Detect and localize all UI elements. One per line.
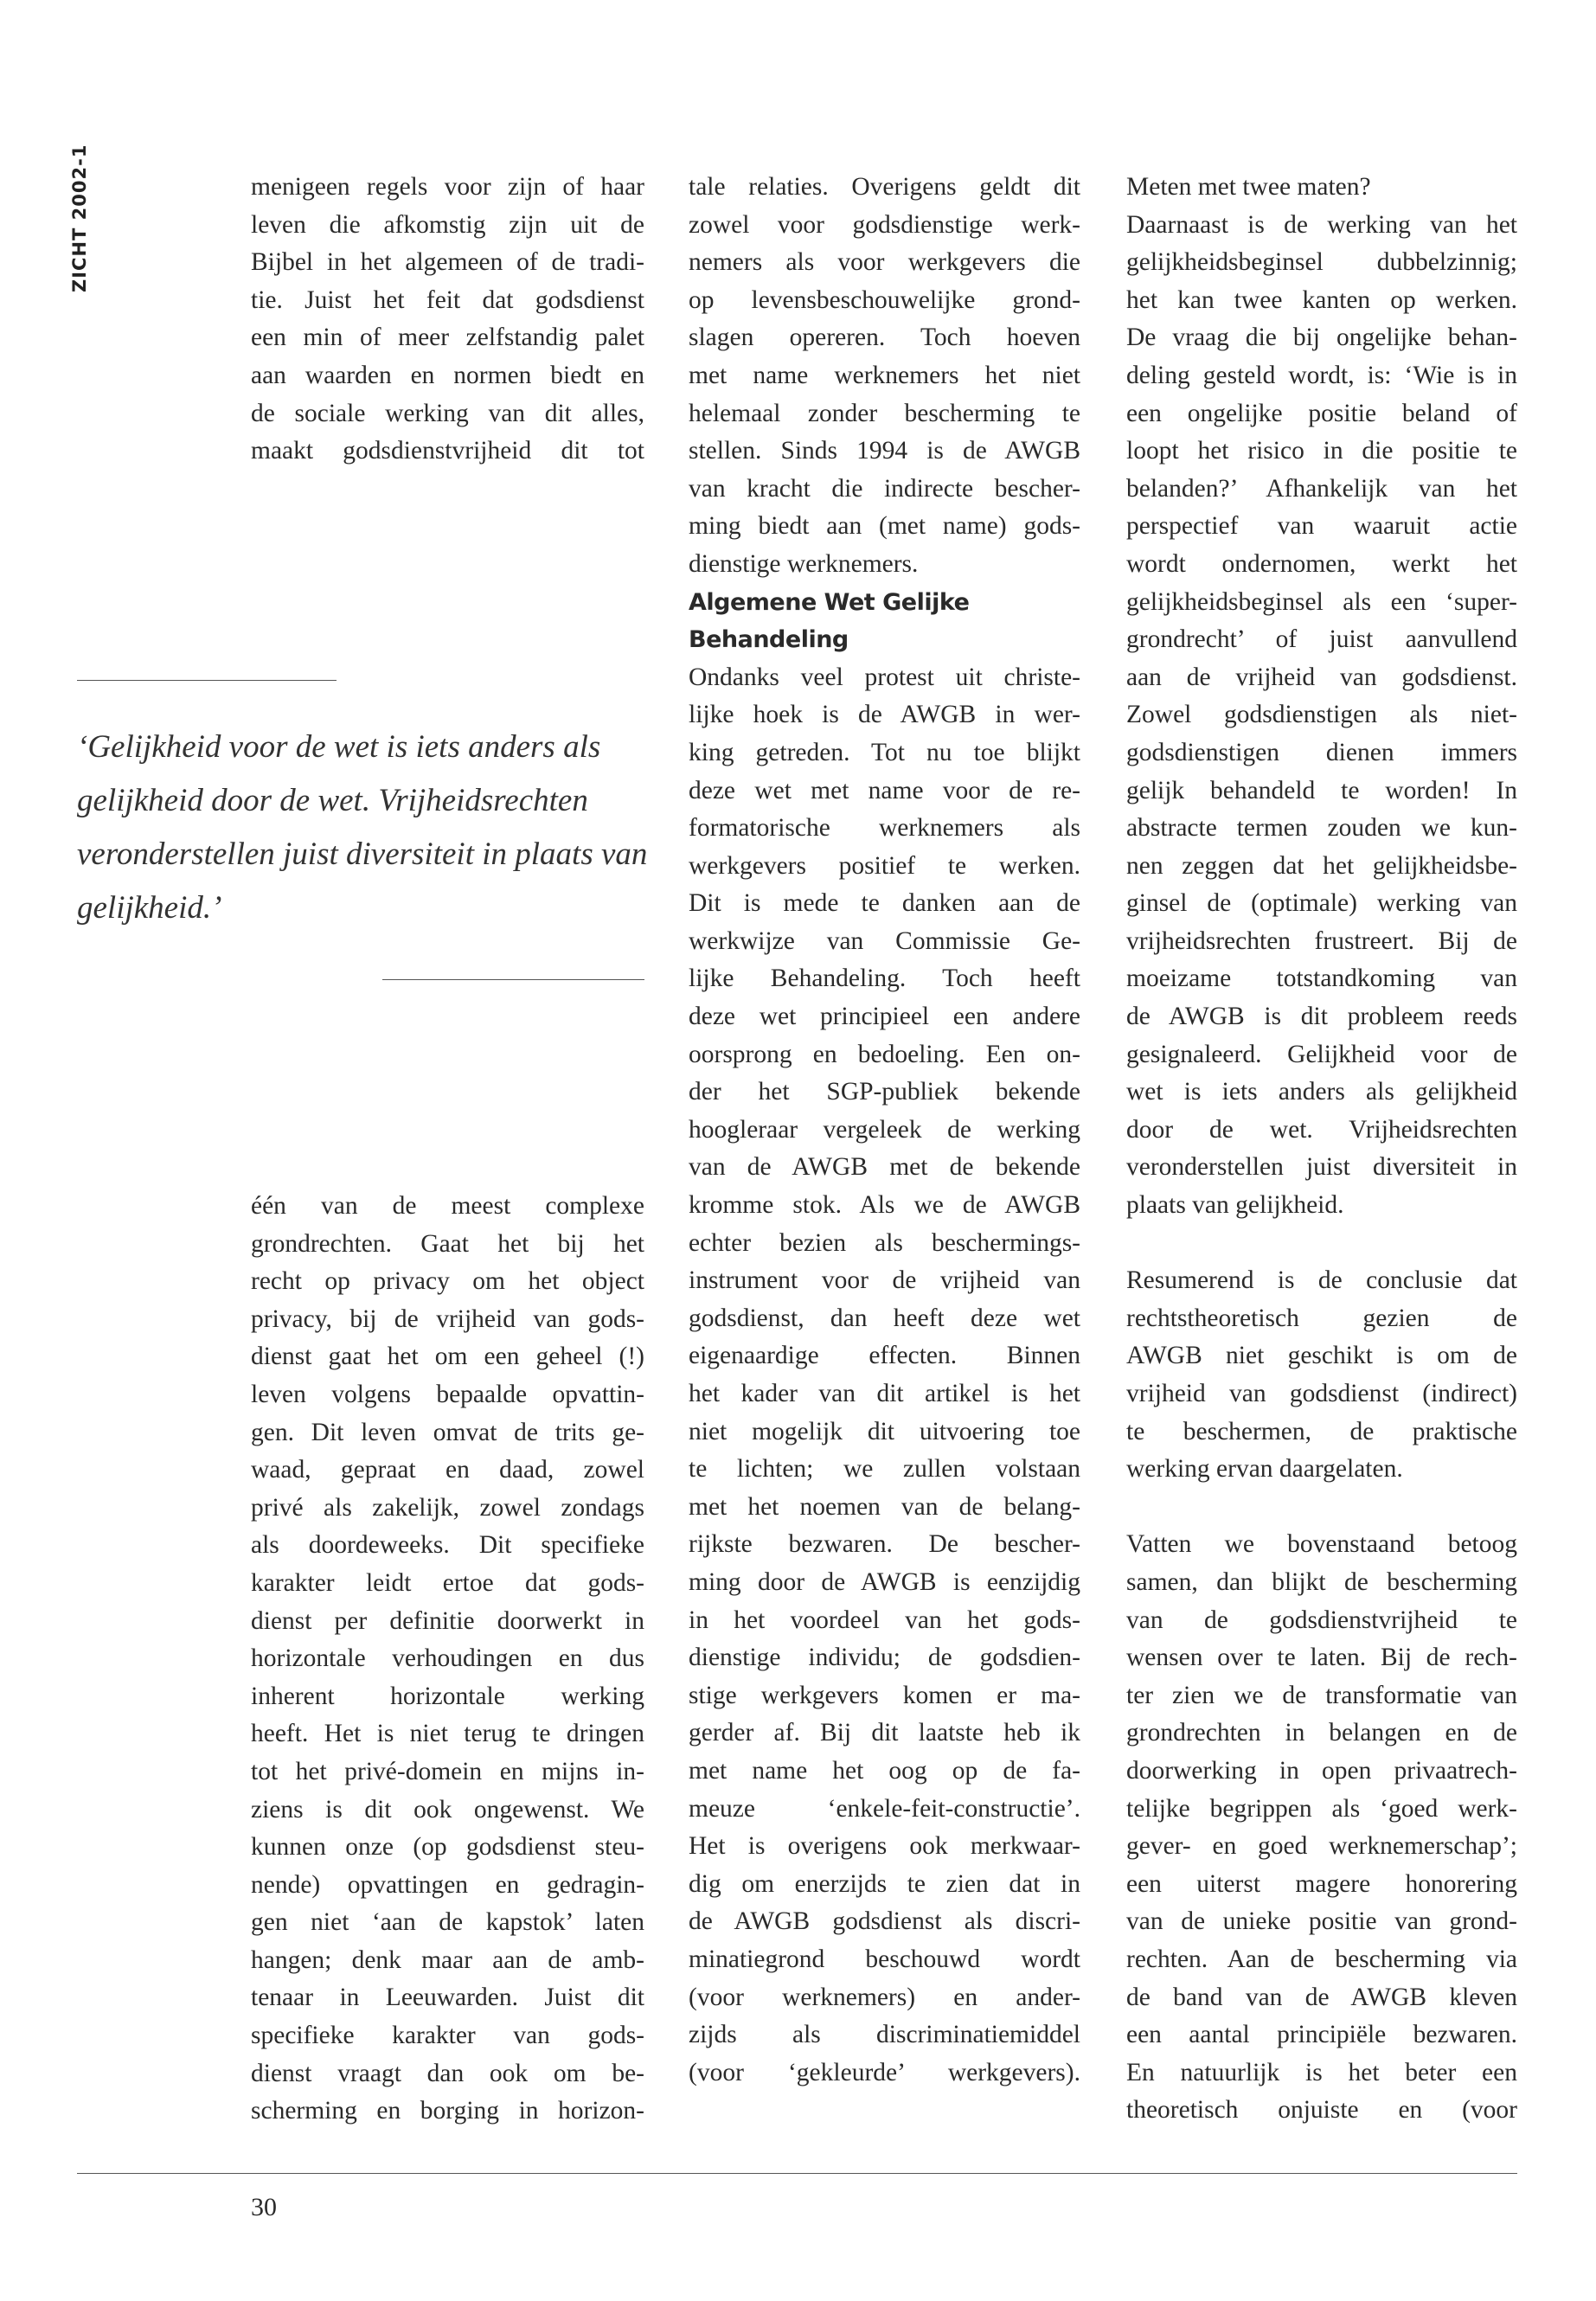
text-line: instrument voor de vrijheid van	[689, 1266, 1080, 1295]
text-line: dienst per definitie doorwerkt in	[251, 1606, 644, 1635]
text-line: het kan twee kanten op werken.	[1126, 285, 1517, 314]
column-3	[1126, 169, 1517, 2130]
pull-quote	[77, 721, 665, 935]
text-line: lijke Behandeling. Toch heeft	[689, 965, 1080, 993]
text-line: rijkste bezwaren. De bescher-	[689, 1530, 1080, 1559]
text-line: nen zeggen dat het gelijkheidsbe-	[1126, 851, 1517, 880]
text-line: gesignaleerd. Gelijkheid voor de	[1126, 1040, 1517, 1068]
text-line: van kracht die indirecte bescher-	[689, 474, 1080, 503]
text-line: gelijk behandeld te worden! In	[1126, 776, 1517, 804]
text-line: heeft. Het is niet terug te dringen	[251, 1720, 644, 1748]
quote-rule-top	[77, 680, 337, 681]
text-line: slagen opereren. Toch hoeven	[689, 324, 1080, 352]
text-line: plaats van gelijkheid.	[1126, 1191, 1344, 1220]
text-line: aan de vrijheid van godsdienst.	[1126, 663, 1517, 691]
text-line: gerder af. Bij dit laatste heb ik	[689, 1719, 1080, 1747]
text-line: veronderstellen juist diversiteit in	[1126, 1153, 1517, 1182]
text-line: doorwerking in open privaatrech-	[1126, 1756, 1517, 1785]
paragraph	[1126, 207, 1517, 1225]
quote-line: gelijkheid door de wet. Vrijheidsrechten	[77, 783, 588, 818]
text-line: stellen. Sinds 1994 is de AWGB	[689, 437, 1080, 465]
text-line: En natuurlijk is het beter een	[1126, 2058, 1517, 2086]
text-line: gen niet ‘aan de kapstok’ laten	[251, 1908, 644, 1937]
paragraph	[251, 169, 644, 471]
paragraph	[251, 1188, 644, 2131]
text-line: dienst gaat het om een geheel (!)	[251, 1343, 644, 1371]
text-line: menigeen regels voor zijn of haar	[251, 173, 644, 201]
text-line: ming door de AWGB is eenzijdig	[689, 1567, 1080, 1596]
text-line: (voor ‘gekleurde’ werkgevers).	[689, 2058, 1080, 2086]
column-2-body	[689, 659, 1080, 2093]
text-line: ziens is dit ook ongewenst. We	[251, 1795, 644, 1823]
text-line: deling gesteld wordt, is: ‘Wie is in	[1126, 361, 1517, 389]
text-line: leven die afkomstig zijn uit de	[251, 210, 644, 239]
text-line: zijds als discriminatiemiddel	[689, 2021, 1080, 2049]
text-line: werking ervan daargelaten.	[1126, 1455, 1403, 1484]
text-line: dig om enerzijds te zien dat in	[689, 1869, 1080, 1898]
text-line: Resumerend is de conclusie dat	[1126, 1266, 1517, 1295]
text-line: gen. Dit leven omvat de trits ge-	[251, 1418, 644, 1446]
text-line: zowel voor godsdienstige werk-	[689, 210, 1080, 239]
text-line: te beschermen, de praktische	[1126, 1417, 1517, 1445]
text-line: van de godsdienstvrijheid te	[1126, 1606, 1517, 1634]
text-line: Vatten we bovenstaand betoog	[1126, 1530, 1517, 1559]
text-line: waad, gepraat en daad, zowel	[251, 1456, 644, 1484]
text-line: kunnen onze (op godsdienst steu-	[251, 1833, 644, 1862]
text-line: minatiegrond beschouwd wordt	[689, 1945, 1080, 1973]
subheading: Meten met twee maten?	[1126, 173, 1371, 201]
text-line: echter bezien als beschermings-	[689, 1228, 1080, 1257]
text-line: kromme stok. Als we de AWGB	[689, 1191, 1080, 1220]
text-line: dienst vraagt dan ook om be-	[251, 2059, 644, 2087]
text-line: Zowel godsdienstigen als niet-	[1126, 701, 1517, 729]
text-line: grondrechten in belangen en de	[1126, 1719, 1517, 1747]
text-line: leven volgens bepaalde opvattin-	[251, 1380, 644, 1408]
column-2	[689, 169, 1080, 2092]
text-line: werkgevers positief te werken.	[689, 851, 1080, 880]
text-line: vrijheid van godsdienst (indirect)	[1126, 1380, 1517, 1407]
text-line: specifieke karakter van gods-	[251, 2022, 644, 2050]
text-line: ginsel de (optimale) werking van	[1126, 889, 1517, 918]
column-2-intro	[689, 169, 1080, 584]
text-line: als doordeweeks. Dit specifieke	[251, 1531, 644, 1560]
heading-line: Algemene Wet Gelijke	[689, 588, 970, 616]
text-line: samen, dan blijkt de bescherming	[1126, 1567, 1517, 1596]
text-line: gelijkheidsbeginsel als een ‘super-	[1126, 587, 1517, 616]
text-line: recht op privacy om het object	[251, 1267, 644, 1296]
column-1-bottom	[251, 1188, 644, 2131]
text-line: met name werknemers het niet	[689, 361, 1080, 389]
text-line: gever- en goed werknemerschap’;	[1126, 1832, 1517, 1861]
text-line: telijke begrippen als ‘goed werk-	[1126, 1794, 1517, 1823]
text-line: meuze ‘enkele-feit-constructie’.	[689, 1794, 1080, 1823]
text-line: met name het oog op de fa-	[689, 1756, 1080, 1785]
quote-rule-bottom	[382, 979, 644, 980]
text-line: Daarnaast is de werking van het	[1126, 210, 1517, 239]
text-line: tale relaties. Overigens geldt dit	[689, 173, 1080, 201]
text-line: privé als zakelijk, zowel zondags	[251, 1493, 644, 1522]
text-line: een ongelijke positie beland of	[1126, 399, 1517, 427]
paragraph	[1126, 1262, 1517, 1489]
paragraph	[689, 169, 1080, 584]
section-heading	[689, 584, 1080, 659]
text-line: deze wet principieel een andere	[689, 1003, 1080, 1031]
text-line: AWGB niet geschikt is om de	[1126, 1342, 1517, 1370]
paragraph	[1126, 1526, 1517, 2130]
text-line: door de wet. Vrijheidsrechten	[1126, 1115, 1517, 1144]
text-line: wensen over te laten. Bij de rech-	[1126, 1644, 1517, 1672]
text-line: met het noemen van de belang-	[689, 1492, 1080, 1521]
text-line: aan waarden en normen biedt en	[251, 361, 644, 389]
text-line: Dit is mede te danken aan de	[689, 889, 1080, 918]
text-line: maakt godsdienstvrijheid dit tot	[251, 437, 644, 465]
text-line: nende) opvattingen en gedragin-	[251, 1870, 644, 1899]
text-line: De vraag die bij ongelijke behan-	[1126, 324, 1517, 352]
text-line: helemaal zonder bescherming te	[689, 399, 1080, 427]
text-line: loopt het risico in die positie te	[1126, 437, 1517, 465]
text-line: dienstige werknemers.	[689, 549, 919, 578]
text-line: godsdienstigen dienen immers	[1126, 738, 1517, 766]
text-line: king getreden. Tot nu toe blijkt	[689, 738, 1080, 766]
text-line: karakter leidt ertoe dat gods-	[251, 1568, 644, 1597]
text-line: (voor werknemers) en ander-	[689, 1983, 1080, 2011]
text-line: inherent horizontale werking	[251, 1682, 644, 1710]
text-line: oorsprong en bedoeling. Een on-	[689, 1040, 1080, 1068]
text-line: deze wet met name voor de re-	[689, 776, 1080, 804]
text-line: wet is iets anders als gelijkheid	[1126, 1078, 1517, 1106]
text-line: wordt ondernomen, werkt het	[1126, 549, 1517, 578]
text-line: de band van de AWGB kleven	[1126, 1983, 1517, 2011]
page-number: 30	[251, 2193, 277, 2221]
text-line: ter zien we de transformatie van	[1126, 1681, 1517, 1709]
text-line: rechtstheoretisch gezien de	[1126, 1304, 1517, 1332]
text-line: Het is overigens ook merkwaar-	[689, 1832, 1080, 1861]
text-line: horizontale verhoudingen en dus	[251, 1644, 644, 1673]
text-line: dienstige individu; de godsdien-	[689, 1644, 1080, 1672]
text-line: tot het privé-domein en mijns in-	[251, 1757, 644, 1785]
text-line: rechten. Aan de bescherming via	[1126, 1945, 1517, 1973]
text-line: een aantal principiële bezwaren.	[1126, 2021, 1517, 2049]
column-1-top	[251, 169, 644, 471]
text-line: vrijheidsrechten frustreert. Bij de	[1126, 926, 1517, 955]
text-line: een min of meer zelfstandig palet	[251, 324, 644, 352]
text-line: stige werkgevers komen er ma-	[689, 1681, 1080, 1709]
footer-rule	[77, 2173, 1517, 2174]
heading-line: Behandeling	[689, 626, 849, 654]
text-line: van de AWGB met de bekende	[689, 1153, 1080, 1182]
text-line: eigenaardige effecten. Binnen	[689, 1342, 1080, 1370]
text-line: nemers als voor werkgevers die	[689, 248, 1080, 277]
text-line: te lichten; we zullen volstaan	[689, 1455, 1080, 1484]
text-line: een uiterst magere honorering	[1126, 1869, 1517, 1898]
text-line: hangen; denk maar aan de amb-	[251, 1945, 644, 1974]
quote-line: ‘Gelijkheid voor de wet is iets anders als	[77, 729, 601, 765]
text-line: de sociale werking van dit alles,	[251, 399, 644, 427]
text-line: van de unieke positie van grond-	[1126, 1907, 1517, 1936]
text-line: godsdienst, dan heeft deze wet	[689, 1304, 1080, 1332]
running-head: ZICHT 2002-1	[69, 144, 90, 292]
text-line: gelijkheidsbeginsel dubbelzinnig;	[1126, 248, 1517, 277]
text-line: niet mogelijk dit uitvoering toe	[689, 1417, 1080, 1445]
text-line: ming biedt aan (met name) gods-	[689, 512, 1080, 541]
text-line: scherming en borging in horizon-	[251, 2097, 644, 2125]
text-line: Bijbel in het algemeen of de tradi-	[251, 248, 644, 277]
column-3-body	[1126, 207, 1517, 2130]
text-line: de AWGB godsdienst als discri-	[689, 1907, 1080, 1936]
text-line: grondrechten. Gaat het bij het	[251, 1229, 644, 1258]
text-line: belanden?’ Afhankelijk van het	[1126, 474, 1517, 503]
paragraph	[689, 659, 1080, 2093]
text-line: grondrecht’ of juist aanvullend	[1126, 625, 1517, 654]
quote-line: veronderstellen juist diversiteit in plaats van	[77, 836, 648, 872]
text-line: der het SGP-publiek bekende	[689, 1078, 1080, 1106]
text-line: in het voordeel van het gods-	[689, 1606, 1080, 1634]
text-line: lijke hoek is de AWGB in wer-	[689, 701, 1080, 729]
text-line: moeizame totstandkoming van	[1126, 965, 1517, 993]
text-line: het kader van dit artikel is het	[689, 1380, 1080, 1407]
text-line: de AWGB is dit probleem reeds	[1126, 1003, 1517, 1031]
text-line: op levensbeschouwelijke grond-	[689, 285, 1080, 314]
text-line: tenaar in Leeuwarden. Juist dit	[251, 1984, 644, 2012]
text-line: tie. Juist het feit dat godsdienst	[251, 285, 644, 314]
quote-line: gelijkheid.’	[77, 890, 222, 926]
text-line: theoretisch onjuiste en (voor	[1126, 2096, 1517, 2125]
text-line: formatorische werknemers als	[689, 814, 1080, 843]
text-line: één van de meest complexe	[251, 1192, 644, 1220]
text-line: hoogleraar vergeleek de werking	[689, 1115, 1080, 1144]
text-line: Ondanks veel protest uit christe-	[689, 663, 1080, 691]
text-line: abstracte termen zouden we kun-	[1126, 814, 1517, 843]
text-line: werkwijze van Commissie Ge-	[689, 926, 1080, 955]
text-line: perspectief van waaruit actie	[1126, 512, 1517, 541]
text-line: privacy, bij de vrijheid van gods-	[251, 1304, 644, 1333]
